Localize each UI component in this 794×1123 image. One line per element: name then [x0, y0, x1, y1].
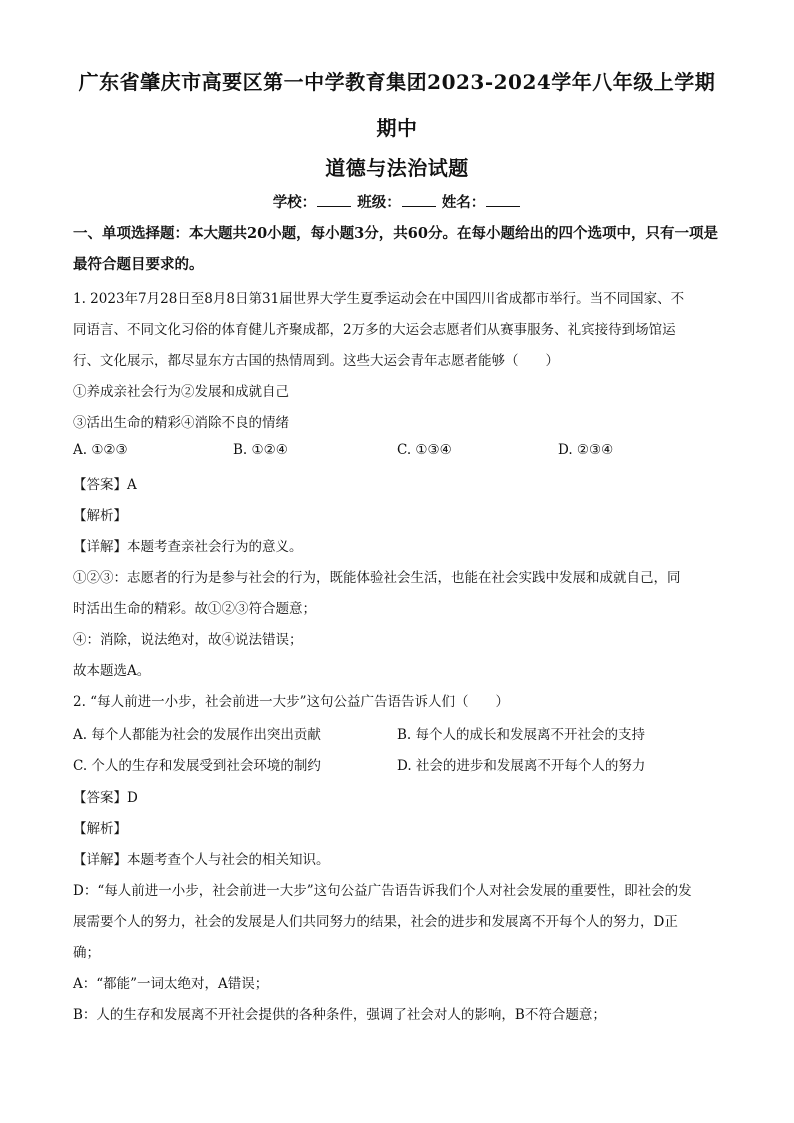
exam-subtitle: 道德与法治试题: [325, 156, 469, 180]
class-blank[interactable]: [402, 194, 436, 207]
q1-items-line2: ③活出生命的精彩④消除不良的情绪: [73, 415, 289, 431]
q1-option-a: A. ①②③: [73, 442, 128, 458]
name-blank[interactable]: [486, 194, 520, 207]
q2-explanation-line2: 展需要个人的努力，社会的发展是人们共同努力的结果，社会的进步和发展离不开每个人的努力，D正: [73, 914, 678, 930]
q1-items-line1: ①养成亲社会行为②发展和成就自己: [73, 384, 289, 400]
q1-stem-line1: 1. 2023年7月28日至8月8日第31届世界大学生夏季运动会在中国四川省成都市举行。当不同国家、不: [73, 291, 685, 307]
q2-explanation-line1: D：“每人前进一小步，社会前进一大步”这句公益广告语告诉我们个人对社会发展的重要性，即社会的发: [73, 883, 692, 899]
q1-stem-line3: 行、文化展示，都尽显东方古国的热情周到。这些大运会青年志愿者能够（ ）: [73, 353, 559, 369]
name-label: 姓名：: [441, 194, 486, 211]
student-info-line: [0, 191, 794, 212]
q2-explanation-line5: B：人的生存和发展离不开社会提供的各种条件，强调了社会对人的影响，B不符合题意；: [73, 1007, 606, 1023]
school-label: 学校：: [272, 194, 317, 211]
q2-option-c: C. 个人的生存和发展受到社会环境的制约: [73, 758, 321, 774]
q1-analysis-label: 【解析】: [73, 508, 127, 524]
exam-title-line2: 期中: [376, 116, 418, 140]
q2-explanation-line3: 确；: [73, 945, 100, 961]
q2-option-b: B. 每个人的成长和发展离不开社会的支持: [397, 727, 646, 743]
q1-detail: 【详解】本题考查亲社会行为的意义。: [73, 539, 303, 555]
q1-option-c: C. ①③④: [397, 442, 452, 458]
q1-option-d: D. ②③④: [558, 442, 614, 458]
q2-stem: 2. “每人前进一小步，社会前进一大步”这句公益广告语告诉人们（ ）: [73, 694, 509, 710]
q1-stem-line2: 同语言、不同文化习俗的体育健儿齐聚成都，2万多的大运会志愿者们从赛事服务、礼宾接待到场馆运: [73, 322, 676, 338]
q1-conclusion: 故本题选A。: [73, 663, 151, 679]
q1-explanation-line1: ①②③：志愿者的行为是参与社会的行为，既能体验社会生活，也能在社会实践中发展和成就自己，同: [73, 570, 681, 586]
q2-option-d: D. 社会的进步和发展离不开每个人的努力: [397, 758, 646, 774]
q2-option-a: A. 每个人都能为社会的发展作出突出贡献: [73, 727, 321, 743]
q1-explanation-line2: 时活出生命的精彩。故①②③符合题意；: [73, 601, 316, 617]
q2-explanation-line4: A：“都能”一词太绝对，A错误；: [73, 976, 269, 992]
exam-title-line1: 广东省肇庆市高要区第一中学教育集团2023-2024学年八年级上学期: [78, 70, 716, 94]
q2-answer: 【答案】D: [73, 790, 138, 806]
class-label: 班级：: [357, 194, 401, 211]
q1-option-b: B. ①②④: [233, 442, 288, 458]
q2-detail: 【详解】本题考查个人与社会的相关知识。: [73, 852, 330, 868]
school-blank[interactable]: [317, 194, 351, 207]
q1-explanation-line3: ④：消除，说法绝对，故④说法错误；: [73, 632, 303, 648]
q2-analysis-label: 【解析】: [73, 821, 127, 837]
section-heading: 一、单项选择题：本大题共20小题，每小题3分，共60分。在每小题给出的四个选项中，只有一项是最符合题目要求的。: [73, 225, 718, 273]
q1-answer: 【答案】A: [73, 477, 137, 493]
